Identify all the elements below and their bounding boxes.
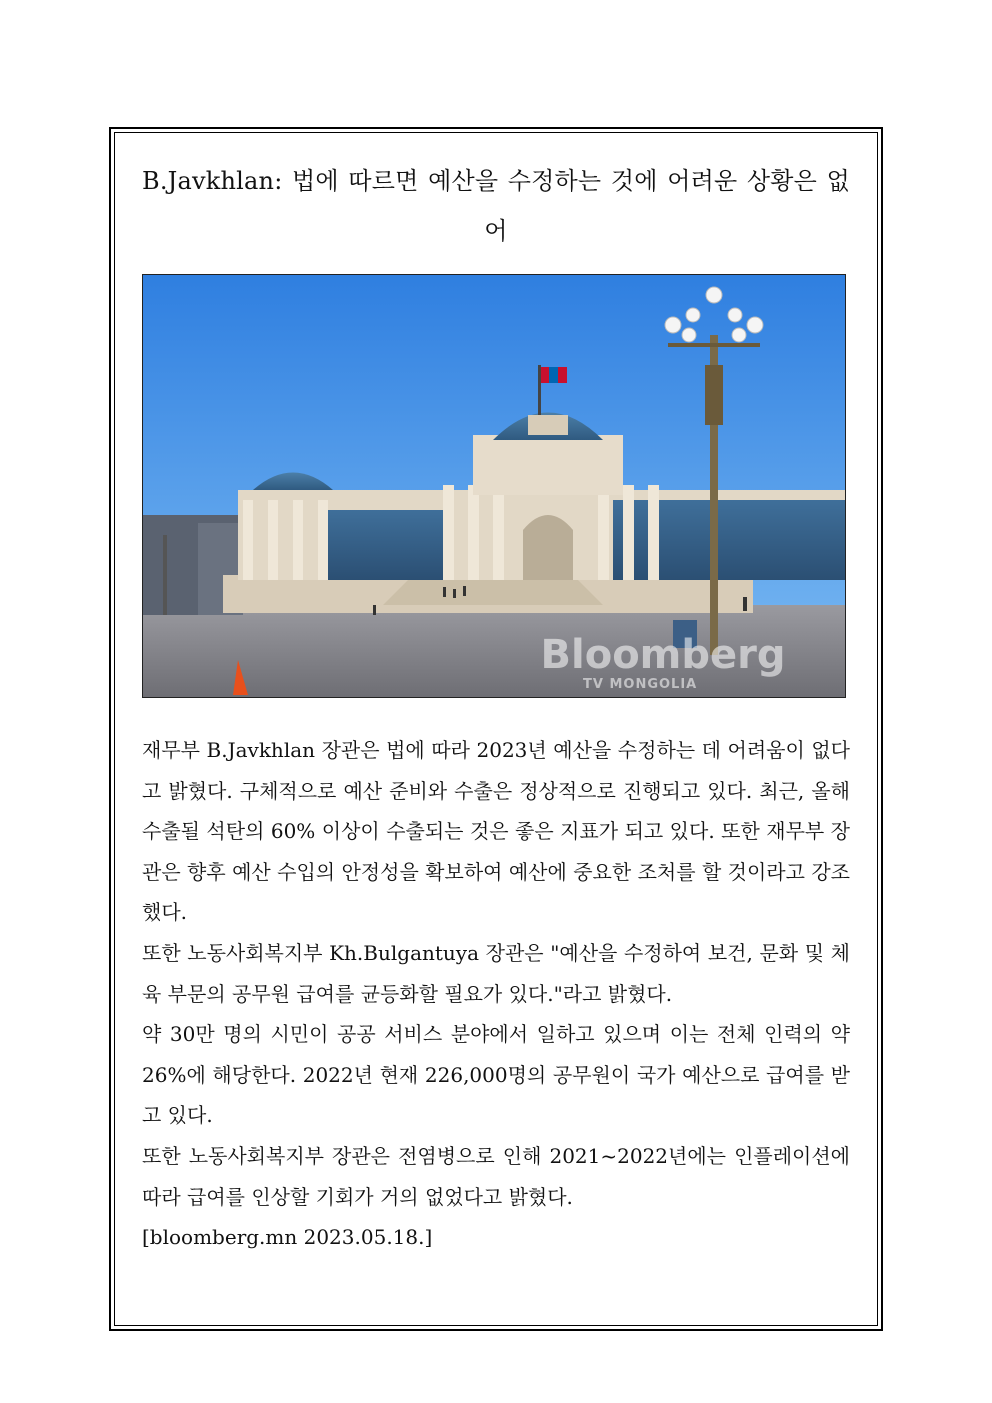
- source-citation: [bloomberg.mn 2023.05.18.]: [142, 1225, 433, 1250]
- watermark-sub: TV MONGOLIA: [583, 677, 698, 692]
- watermark-brand: Bloomberg: [540, 632, 786, 678]
- article-title: B.Javkhlan: 법에 따르면 예산을 수정하는 것에 어려운 상황은 없어: [142, 167, 850, 245]
- paragraph: 또한 노동사회복지부 Kh.Bulgantuya 장관은 "예산을 수정하여 보건, 문화 및 체육 부문의 공무원 급여를 균등화할 필요가 있다."라고 밝혔다.: [142, 940, 850, 1006]
- government-palace-illustration: [143, 275, 845, 697]
- article-body: [142, 730, 850, 1258]
- paragraph: 약 30만 명의 시민이 공공 서비스 분야에서 일하고 있으며 이는 전체 인력의 약 26%에 해당한다. 2022년 현재 226,000명의 공무원이 국가 예산으로 급여를 받고 있다.: [142, 1022, 850, 1128]
- paragraph: 재무부 B.Javkhlan 장관은 법에 따라 2023년 예산을 수정하는 데 어려움이 없다고 밝혔다. 구체적으로 예산 준비와 수출은 정상적으로 진행되고 있다. 최근, 올해 수출될 석탄의 60% 이상이 수출되는 것은 좋은 지표가 되고 있다. 또한 재무부 장관은 향후 예산 수입의 안정성을 확보하여 예산에 중요한 조처를 할 것이라고 강조했다.: [142, 738, 850, 925]
- paragraph: 또한 노동사회복지부 장관은 전염병으로 인해 2021~2022년에는 인플레이션에 따라 급여를 인상할 기회가 거의 없었다고 밝혔다.: [142, 1143, 850, 1209]
- article-photo: [142, 274, 846, 698]
